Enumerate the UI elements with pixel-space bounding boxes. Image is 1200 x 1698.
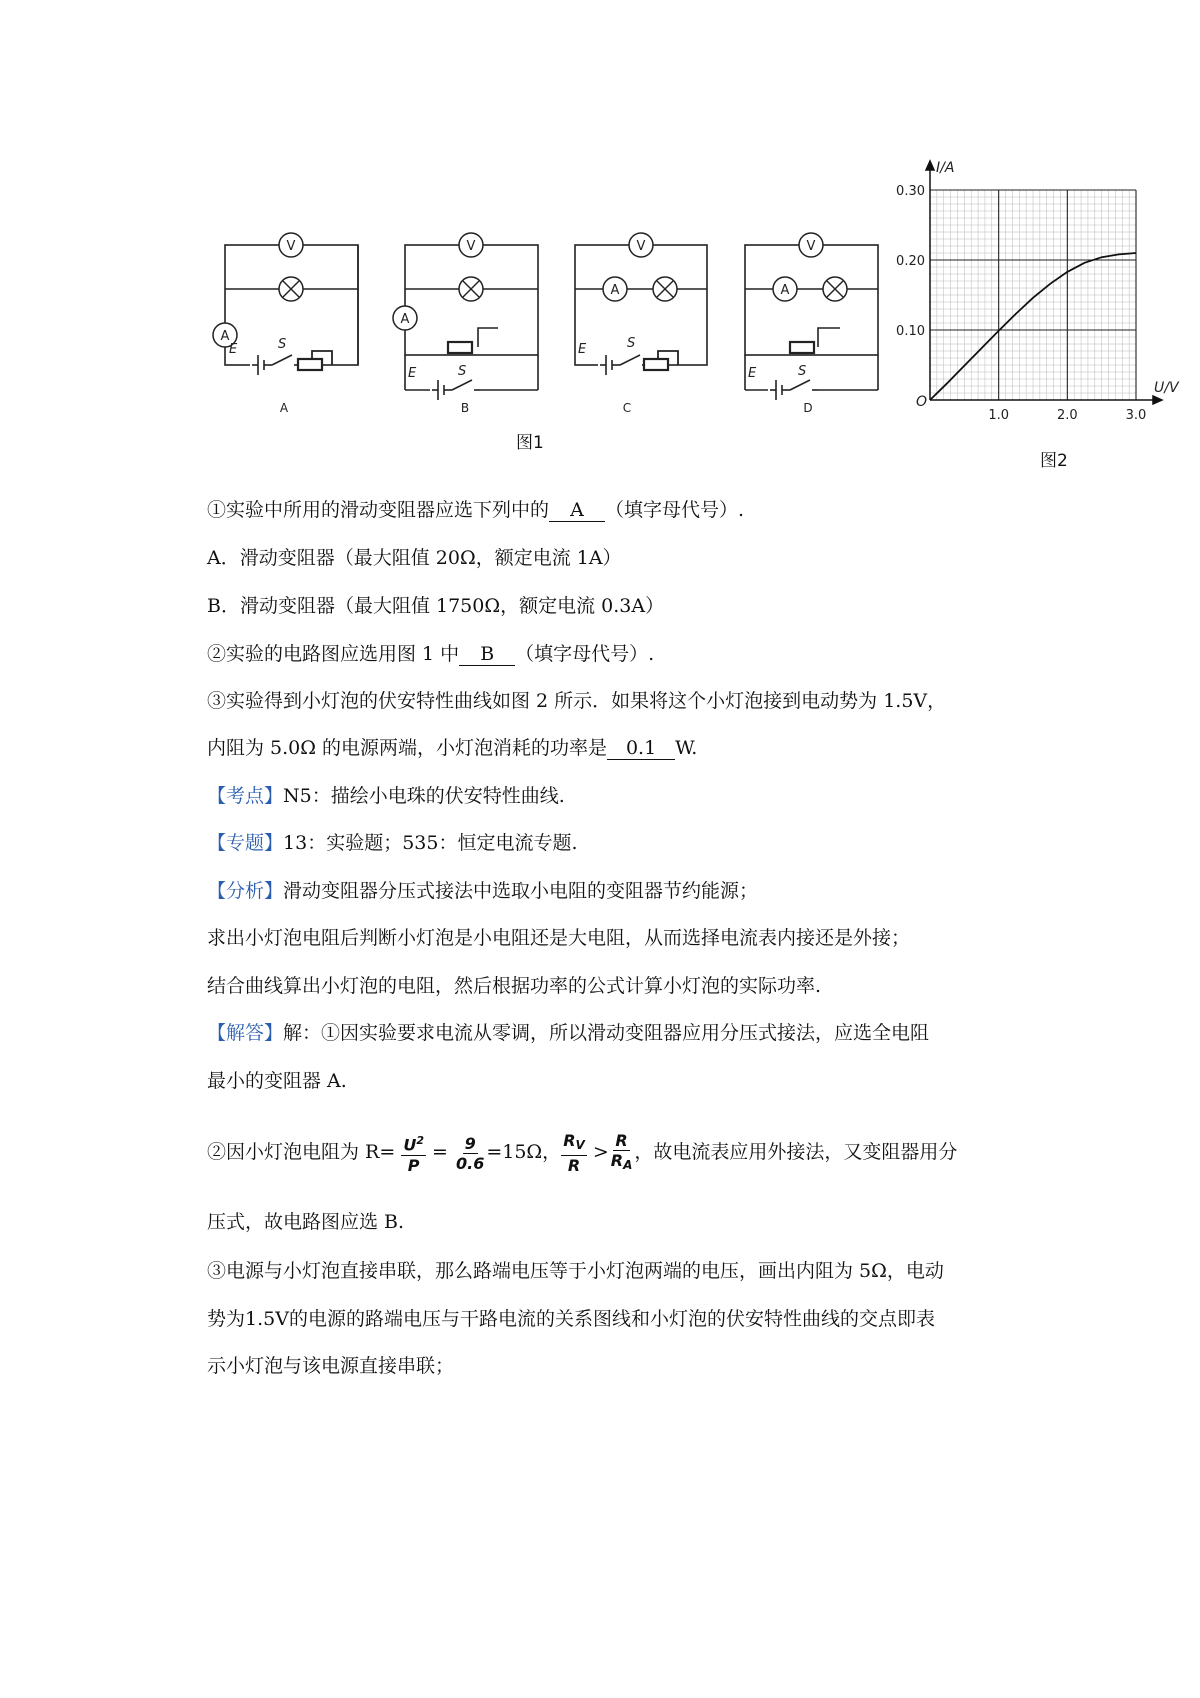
option-b: B．滑动变阻器（最大阻值 1750Ω，额定电流 0.3A） <box>207 595 665 617</box>
y-tick-label: 0.10 <box>896 324 925 339</box>
answer-2: B <box>459 643 515 666</box>
x-axis-arrow <box>1153 396 1162 404</box>
svg-text:E: E <box>748 366 757 381</box>
figure-2-caption: 图2 <box>1040 451 1068 471</box>
svg-text:V: V <box>466 239 476 254</box>
zhuanti-tag: 【专题】 <box>207 832 284 854</box>
fraction-9-06: $\frac{9}{0.6}$ <box>455 1133 485 1173</box>
svg-text:A: A <box>400 312 410 327</box>
figure-1-caption: 图1 <box>516 433 544 453</box>
answer-3: 0.1 <box>607 737 675 760</box>
rheostat-icon <box>298 359 322 370</box>
kaodian-tag: 【考点】 <box>207 785 284 807</box>
option-a: A．滑动变阻器（最大阻值 20Ω，额定电流 1A） <box>207 547 622 569</box>
jieda-line2: 最小的变阻器 A. <box>207 1070 347 1092</box>
svg-text:V: V <box>806 239 816 254</box>
circuit-b <box>405 245 538 390</box>
x-axis-label: U/V <box>1154 380 1179 396</box>
y-axis-label: I/A <box>936 160 955 176</box>
circuit-label-a: A <box>279 401 289 415</box>
svg-text:V: V <box>286 239 296 254</box>
question-3-line2: 内阻为 5.0Ω 的电源两端，小灯泡消耗的功率是 0.1 W. <box>207 737 698 759</box>
x-tick-label: 2.0 <box>1056 408 1078 423</box>
circuit-diagrams <box>200 220 900 460</box>
fenxi-line3: 结合曲线算出小灯泡的电阻，然后根据功率的公式计算小灯泡的实际功率. <box>207 975 822 997</box>
svg-text:E: E <box>408 366 417 381</box>
fraction-rv-r: $\frac{R_V}{R}$ <box>563 1131 585 1175</box>
zhuanti: 【专题】13：实验题；535：恒定电流专题. <box>207 832 578 854</box>
solution-2: ②因小灯泡电阻为 R= $\frac{U^2}{P}$ = $\frac{9}{0.6}$ =15Ω， $\frac{R_V}{R}$ > $\frac{R}{R_A}$ ，故电流表应用外接法，又变阻器用分 <box>207 1131 958 1175</box>
circuit-a <box>225 245 358 365</box>
question-1: ①实验中所用的滑动变阻器应选下列中的 A （填字母代号）. <box>207 499 745 521</box>
svg-text:S: S <box>798 364 807 379</box>
y-tick-label: 0.20 <box>896 254 925 269</box>
svg-text:A: A <box>610 283 620 298</box>
answer-1: A <box>549 499 605 522</box>
circuit-c <box>575 245 707 365</box>
y-tick-label: 0.30 <box>896 184 925 199</box>
svg-text:V: V <box>636 239 646 254</box>
solution-3-line1: ③电源与小灯泡直接串联，那么路端电压等于小灯泡两端的电压，画出内阻为 5Ω，电动 <box>207 1260 944 1282</box>
circuit-label-c: C <box>622 401 632 415</box>
svg-text:S: S <box>627 336 636 351</box>
solution-2-line2: 压式，故电路图应选 B. <box>207 1211 405 1233</box>
question-2: ②实验的电路图应选用图 1 中 B （填字母代号）. <box>207 643 655 665</box>
solution-3-line3: 示小灯泡与该电源直接串联； <box>207 1355 455 1377</box>
jieda: 【解答】解：①因实验要求电流从零调，所以滑动变阻器应用分压式接法，应选全电阻 <box>207 1022 930 1044</box>
iv-chart <box>890 155 1190 445</box>
fraction-r-ra: $\frac{R}{R_A}$ <box>610 1131 633 1172</box>
jieda-tag: 【解答】 <box>207 1022 284 1044</box>
svg-text:S: S <box>458 364 467 379</box>
x-tick-label: 3.0 <box>1125 408 1147 423</box>
question-3-line1: ③实验得到小灯泡的伏安特性曲线如图 2 所示．如果将这个小灯泡接到电动势为 1.5V， <box>207 690 947 712</box>
solution-3-line2: 势为1.5V的电源的路端电压与干路电流的关系图线和小灯泡的伏安特性曲线的交点即表 <box>207 1308 935 1330</box>
fenxi: 【分析】滑动变阻器分压式接法中选取小电阻的变阻器节约能源； <box>207 880 759 902</box>
svg-text:A: A <box>220 329 230 344</box>
svg-text:E: E <box>229 342 238 357</box>
fraction-u2-p: $\frac{U^2}{P}$ <box>401 1131 426 1174</box>
circuit-label-b: B <box>460 401 470 415</box>
kaodian: 【考点】N5：描绘小电珠的伏安特性曲线. <box>207 785 565 807</box>
svg-text:A: A <box>780 283 790 298</box>
x-tick-label: 1.0 <box>988 408 1010 423</box>
fenxi-tag: 【分析】 <box>207 880 284 902</box>
figure-2 <box>890 155 1190 445</box>
y-axis-arrow <box>926 161 934 170</box>
fenxi-line2: 求出小灯泡电阻后判断小灯泡是小电阻还是大电阻，从而选择电流表内接还是外接； <box>207 927 911 949</box>
svg-text:E: E <box>578 342 587 357</box>
circuit-label-d: D <box>803 401 813 415</box>
origin-label: O <box>916 394 928 410</box>
circuit-d <box>745 245 878 390</box>
figure-1 <box>200 220 900 460</box>
svg-text:S: S <box>278 337 287 352</box>
